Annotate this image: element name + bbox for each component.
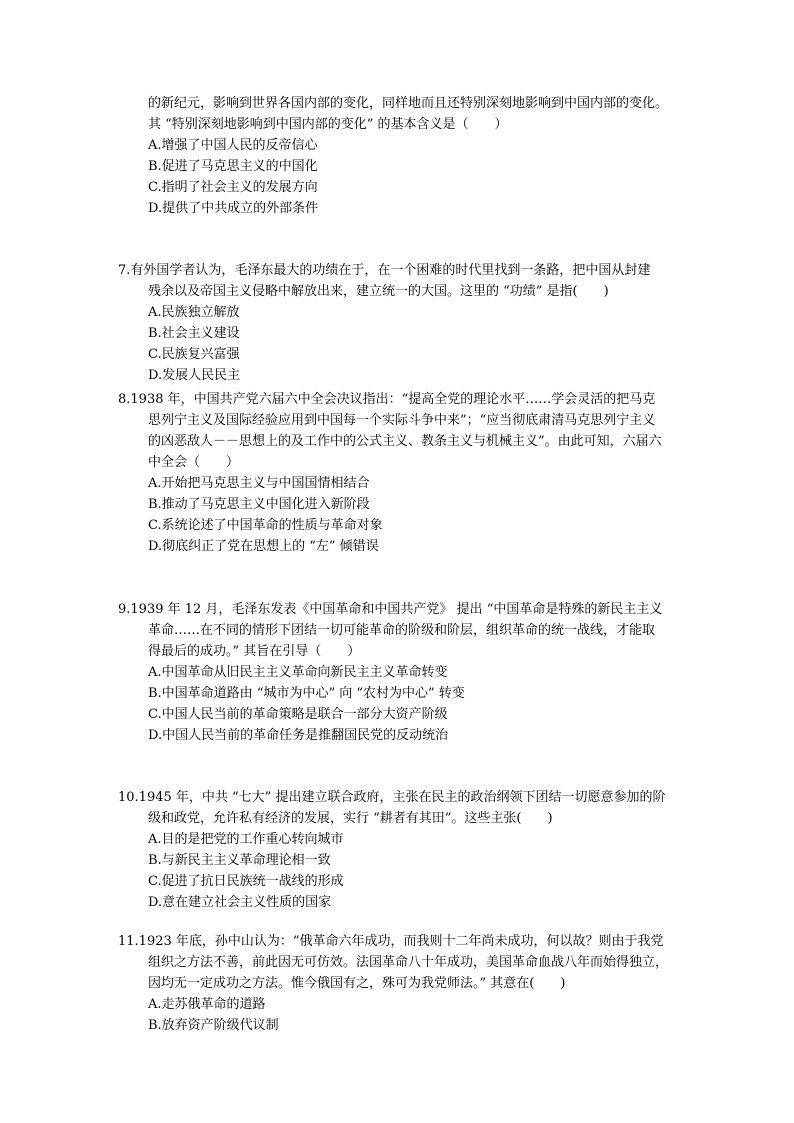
question-6 (118, 93, 718, 219)
question-8-line-4: 中全会（ ） (148, 455, 240, 470)
option-b: B.促进了马克思主义的中国化 (148, 159, 318, 174)
question-7-line-2: 残余以及帝国主义侵略中解放出来，建立统一的大国。这里的 “功绩” 是指( ) (148, 284, 609, 299)
option-a: A.开始把马克思主义与中国国情相结合 (148, 476, 370, 491)
question-10-line-2: 级和政党，允许私有经济的发展，实行 “耕者有其田”。这些主张( ) (148, 811, 553, 826)
question-9-line-3: 得最后的成功。” 其旨在引导（ ） (148, 644, 361, 659)
question-11 (118, 931, 718, 1036)
option-d: D.发展人民民主 (148, 368, 241, 383)
option-b: B.中国革命道路由 “城市为中心” 向 “农村为中心” 转变 (148, 686, 465, 701)
option-c: C.民族复兴富强 (148, 347, 240, 362)
question-9-line-2: 革命……在不同的情形下团结一切可能革命的阶级和阶层，组织革命的统一战线，才能取 (148, 623, 656, 638)
option-c: C.系统论述了中国革命的性质与革命对象 (148, 518, 383, 533)
question-9-line-1: 9.1939 年 12 月，毛泽东发表《中国革命和中国共产党》 提出 “中国革命是特殊的新民主主义 (118, 602, 663, 617)
question-11-line-1: 11.1923 年底，孙中山认为：“俄革命六年成功，而我则十二年尚未成功，何以故？则由于我党 (118, 934, 664, 949)
option-a: A.民族独立解放 (148, 305, 240, 320)
option-d: D.提供了中共成立的外部条件 (148, 201, 319, 216)
question-10 (118, 787, 718, 913)
question-11-line-3: 因均无一定成功之方法。惟今俄国有之，殊可为我党师法。” 其意在( ) (148, 976, 566, 991)
option-b: B.社会主义建设 (148, 326, 240, 341)
question-9 (118, 599, 718, 746)
question-6-line-2: 其 “特别深刻地影响到中国内部的变化” 的基本含义是（ ） (148, 117, 508, 132)
option-c: C.促进了抗日民族统一战线的形成 (148, 874, 344, 889)
question-8-line-1: 8.1938 年，中国共产党六届六中全会决议指出：“提高全党的理论水平……学会灵活的把马克 (118, 392, 656, 407)
question-6-line-1: 的新纪元，影响到世界各国内部的变化，同样地而且还特别深刻地影响到中国内部的变化。 (148, 96, 669, 111)
question-7-line-1: 7.有外国学者认为，毛泽东最大的功绩在于，在一个困难的时代里找到一条路，把中国从封建 (118, 263, 651, 278)
option-b: B.推动了马克思主义中国化进入新阶段 (148, 497, 370, 512)
question-10-line-1: 10.1945 年，中共 “七大” 提出建立联合政府，主张在民主的政治纲领下团结一切愿意参加的阶 (118, 790, 666, 805)
option-d: D.中国人民当前的革命任务是推翻国民党的反动统治 (148, 728, 449, 743)
option-c: C.中国人民当前的革命策略是联合一部分大资产阶级 (148, 707, 448, 722)
option-a: A.走苏俄革命的道路 (148, 997, 266, 1012)
option-d: D.彻底纠正了党在思想上的 “左” 倾错误 (148, 539, 379, 554)
option-a: A.增强了中国人民的反帝信心 (148, 138, 318, 153)
option-b: B.与新民主主义革命理论相一致 (148, 853, 331, 868)
option-c: C.指明了社会主义的发展方向 (148, 180, 318, 195)
question-11-line-2: 组织之方法不善，前此因无可仿效。法国革命八十年成功，美国革命血战八年而始得独立， (148, 955, 669, 970)
option-b: B.放弃资产阶级代议制 (148, 1018, 279, 1033)
option-d: D.意在建立社会主义性质的国家 (148, 895, 332, 910)
question-8 (118, 389, 718, 557)
question-8-line-3: 的凶恶敌人－－思想上的及工作中的公式主义、教条主义与机械主义”。由此可知，六届六 (148, 434, 662, 449)
question-7 (118, 260, 718, 386)
option-a: A.目的是把党的工作重心转向城市 (148, 832, 344, 847)
question-8-line-2: 思列宁主义及国际经验应用到中国每一个实际斗争中来”；“应当彻底肃清马克思列宁主义 (148, 413, 656, 428)
option-a: A.中国革命从旧民主主义革命向新民主主义革命转变 (148, 665, 448, 680)
